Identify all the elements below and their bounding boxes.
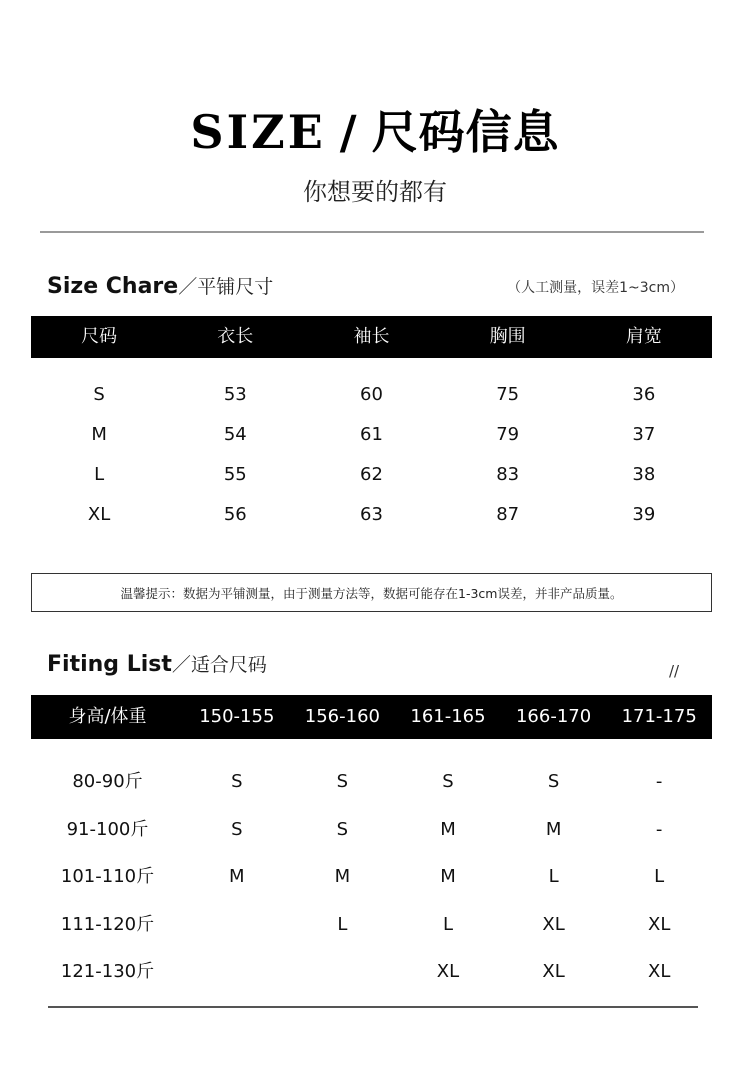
size-cell: L: [94, 464, 105, 485]
chest-cell: 83: [496, 464, 520, 485]
fit-size-cell: XL: [436, 961, 460, 982]
size-chart-subtitle: ／平铺尺寸: [178, 276, 274, 298]
length-cell: 56: [223, 504, 247, 525]
shoulder-cell: 38: [632, 464, 656, 485]
fitting-row: [31, 814, 712, 846]
fit-size-cell: L: [442, 914, 453, 935]
fit-size-cell: XL: [542, 961, 565, 982]
fitting-column-header: 156-160: [304, 706, 380, 727]
fit-size-cell: [290, 956, 396, 988]
fit-size-cell: M: [334, 866, 351, 887]
fitting-column-header: 161-165: [410, 706, 486, 727]
fit-size-cell: M: [440, 819, 456, 840]
shoulder-cell: 39: [632, 504, 656, 525]
title-english: SIZE: [190, 105, 326, 159]
sleeve-cell: 62: [360, 464, 383, 485]
title-chinese: 尺码信息: [371, 105, 560, 159]
fit-size-cell: L: [548, 866, 559, 887]
weight-cell: 111-120斤: [60, 914, 155, 935]
size-chart-header: [31, 316, 712, 358]
fit-size-cell: S: [547, 771, 560, 792]
fit-size-cell: S: [336, 819, 349, 840]
fitting-row: [31, 766, 712, 798]
bottom-divider: [48, 1006, 698, 1008]
fit-size-cell: XL: [647, 914, 671, 935]
fitting-list-header: [31, 695, 712, 739]
fit-size-cell: M: [440, 866, 456, 887]
fit-size-cell: S: [231, 819, 243, 840]
fitting-row: [31, 909, 712, 941]
fitting-column-header: 171-175: [621, 706, 697, 727]
sleeve-cell: 63: [360, 504, 383, 525]
size-chart-heading: [47, 272, 273, 299]
size-chart-row: [31, 380, 712, 410]
fitting-column-header: 166-170: [515, 706, 592, 727]
length-cell: 55: [223, 464, 247, 485]
fit-size-cell: S: [442, 771, 454, 792]
size-cell: XL: [87, 504, 111, 525]
size-chart-row: [31, 460, 712, 490]
fit-size-cell: [184, 909, 290, 941]
fit-size-cell: XL: [542, 914, 565, 935]
size-cell: S: [93, 384, 105, 405]
fitting-list-title: Fiting List: [47, 652, 172, 677]
fit-size-cell: -: [655, 771, 663, 792]
size-chart-row: [31, 420, 712, 450]
shoulder-cell: 36: [632, 384, 656, 405]
size-chart-column-header: 尺码: [81, 326, 118, 347]
size-chart-row: [31, 500, 712, 530]
size-chart-note: （人工测量，误差1~3cm）: [507, 280, 684, 296]
size-chart-title: Size Chare: [47, 274, 179, 299]
fit-size-cell: M: [229, 866, 245, 887]
chest-cell: 75: [496, 384, 520, 405]
size-cell: M: [91, 424, 107, 445]
measurement-notice: 温馨提示：数据为平铺测量，由于测量方法等，数据可能存在1-3cm误差，并非产品质量。: [31, 573, 712, 612]
size-chart-column-header: 衣长: [217, 326, 254, 347]
fit-size-cell: S: [231, 771, 243, 792]
fit-size-cell: L: [337, 914, 348, 935]
fitting-row: [31, 956, 712, 988]
fit-size-cell: M: [545, 819, 562, 840]
fit-size-cell: L: [654, 866, 665, 887]
length-cell: 54: [223, 424, 247, 445]
sleeve-cell: 61: [360, 424, 383, 445]
top-divider: [40, 231, 704, 233]
fitting-row: [31, 861, 712, 893]
fitting-column-header: 150-155: [199, 706, 275, 727]
size-chart-column-header: 肩宽: [625, 326, 662, 347]
chest-cell: 79: [496, 424, 520, 445]
title-separator: /: [339, 105, 358, 159]
fitting-list-subtitle: ／适合尺码: [171, 654, 267, 676]
fit-size-cell: [184, 956, 290, 988]
page-subtitle: 你想要的都有: [303, 178, 447, 206]
size-chart-column-header: 胸围: [489, 326, 526, 347]
weight-cell: 80-90斤: [72, 771, 143, 792]
fit-size-cell: S: [336, 771, 349, 792]
length-cell: 53: [223, 384, 247, 405]
weight-cell: 121-130斤: [60, 961, 155, 982]
shoulder-cell: 37: [632, 424, 656, 445]
size-chart-column-header: 袖长: [353, 326, 390, 347]
page-title: [0, 96, 750, 162]
fit-size-cell: XL: [647, 961, 671, 982]
fitting-column-header: 身高/体重: [68, 706, 147, 727]
fitting-list-heading: [47, 650, 267, 677]
decorative-slashes: //: [669, 662, 680, 680]
chest-cell: 87: [496, 504, 520, 525]
weight-cell: 101-110斤: [60, 866, 155, 887]
weight-cell: 91-100斤: [66, 819, 149, 840]
sleeve-cell: 60: [360, 384, 383, 405]
fit-size-cell: -: [655, 819, 663, 840]
